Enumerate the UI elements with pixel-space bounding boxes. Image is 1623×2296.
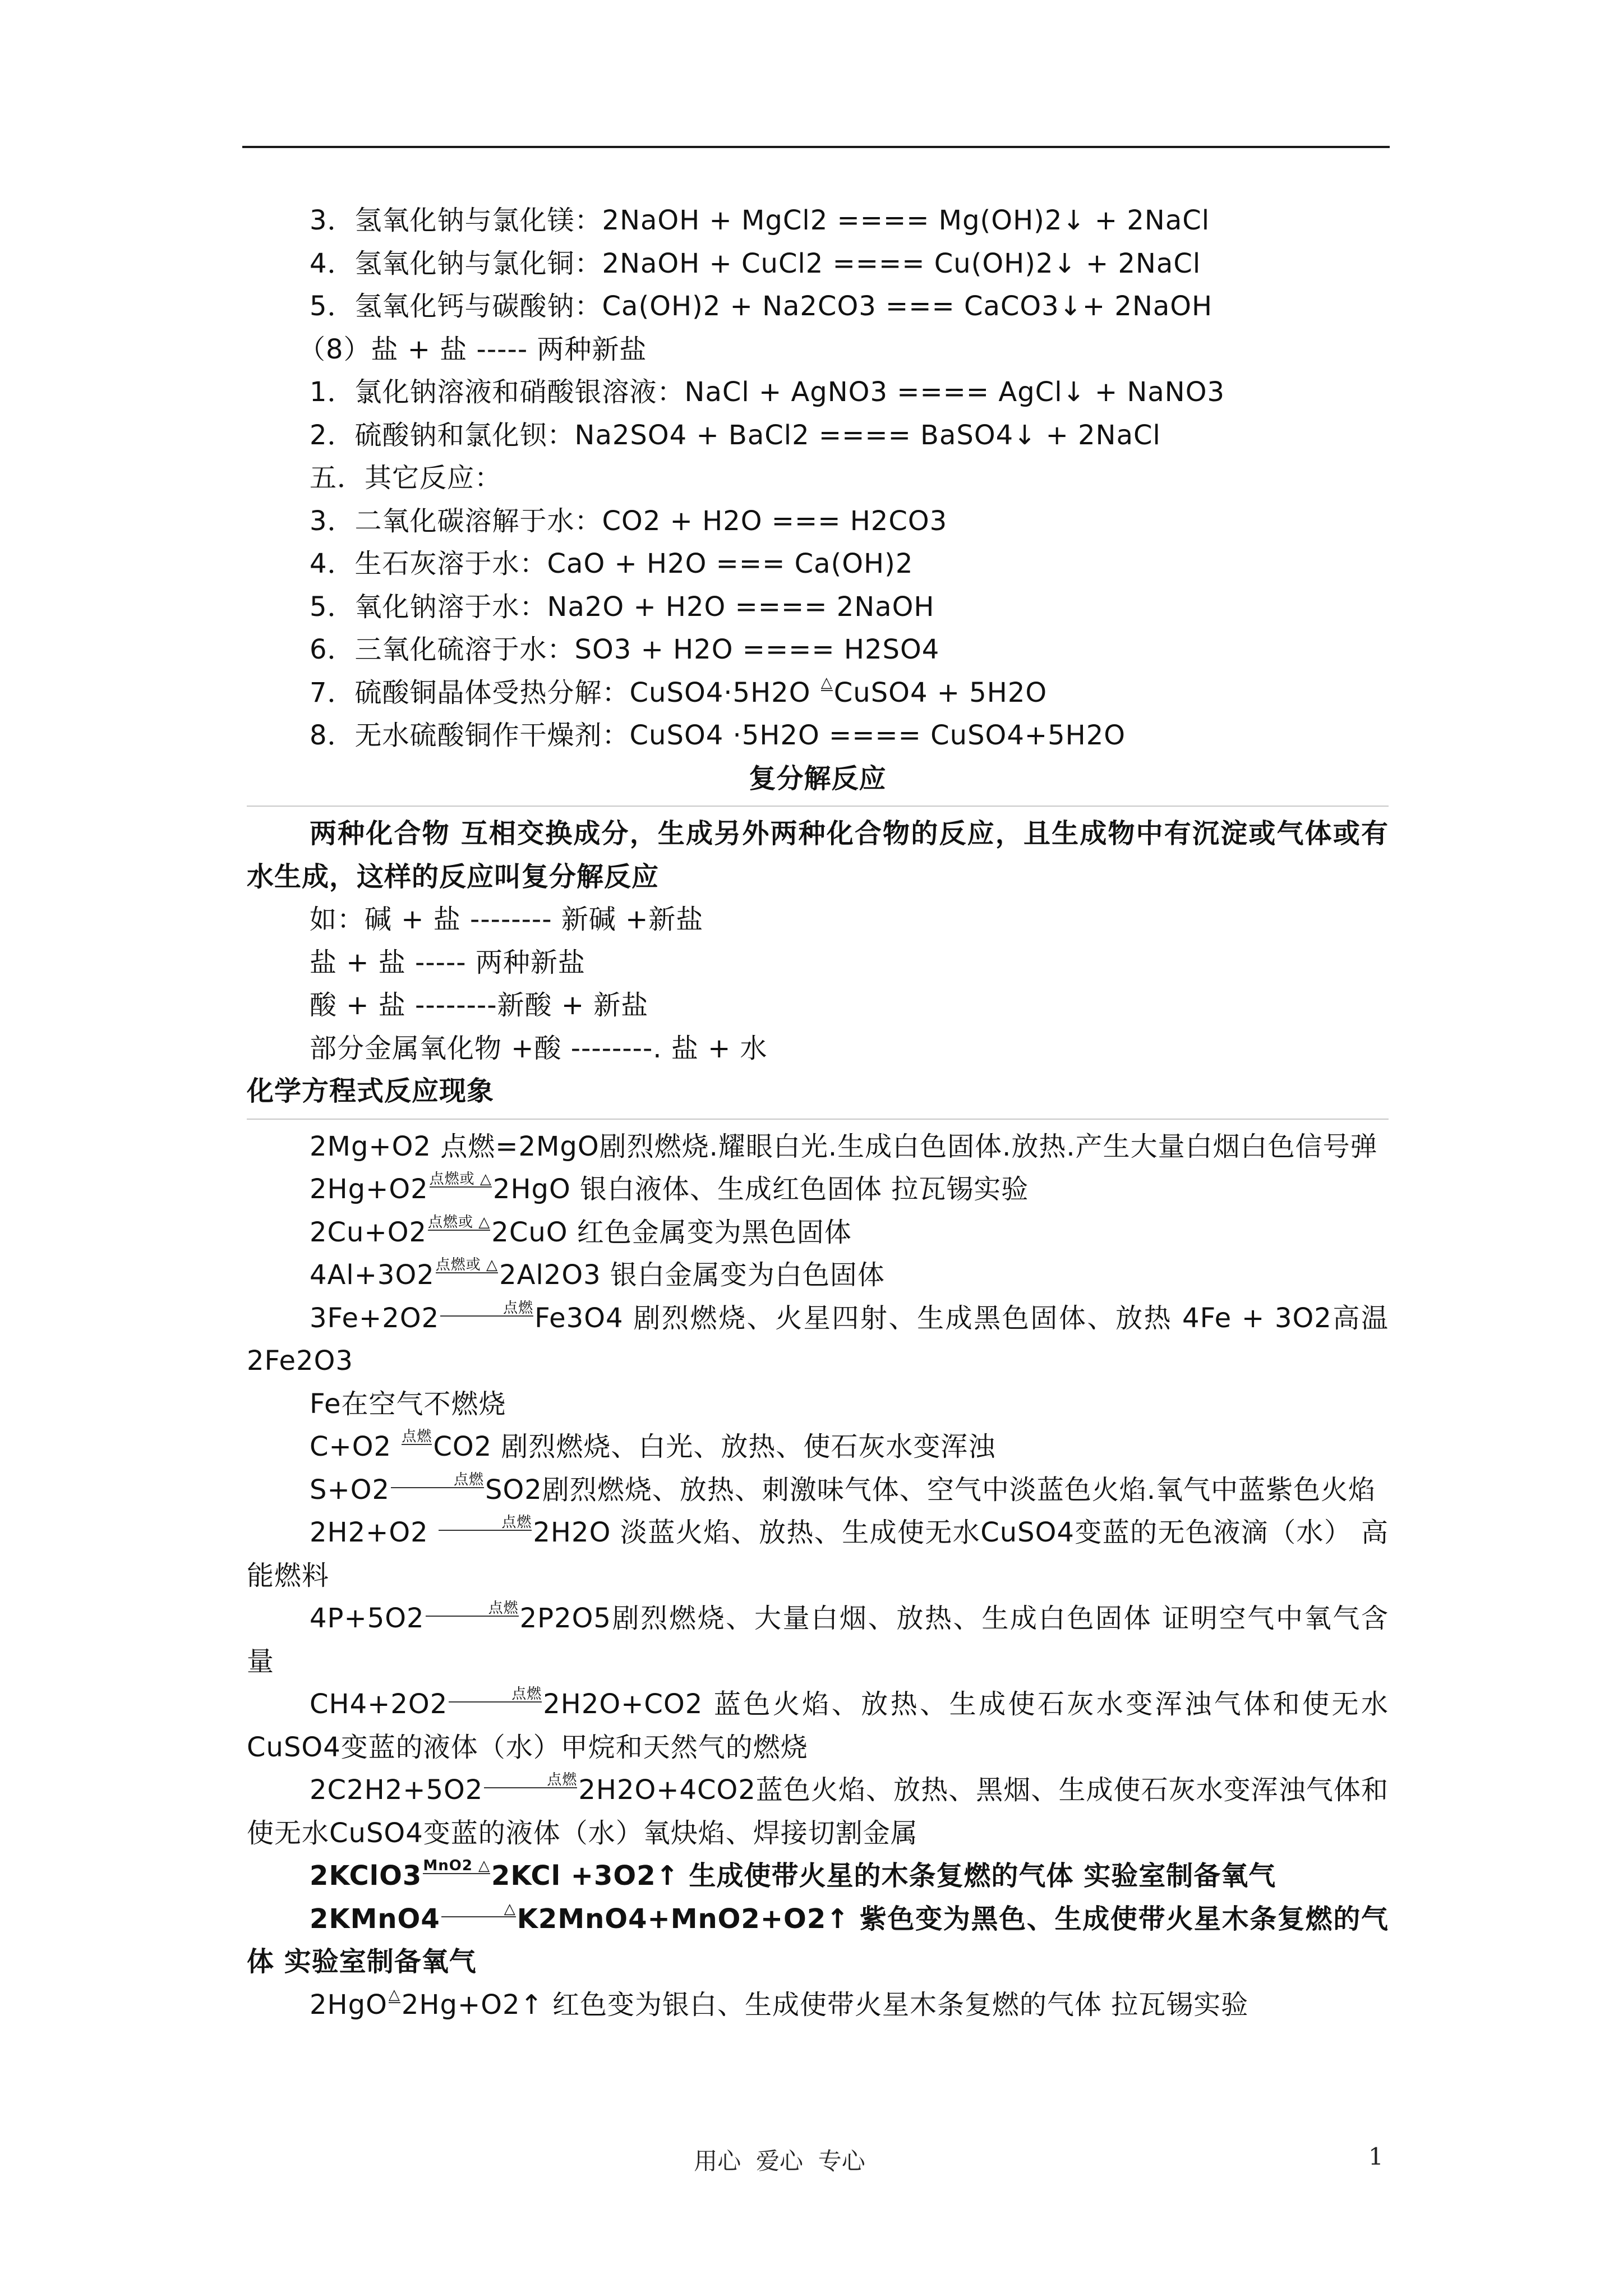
reaction-line — [247, 1211, 1389, 1254]
reaction-line — [247, 1254, 1389, 1297]
reaction-condition: △ — [388, 1986, 400, 2003]
equation-right: 2Al2O3 银白金属变为白色固体 — [499, 1259, 885, 1291]
equation-left: 7．硫酸铜晶体受热分解：CuSO4·5H2O — [310, 677, 820, 708]
reaction-condition: △ — [820, 674, 833, 691]
reaction-condition: 点燃或 △ — [428, 1213, 491, 1231]
text-line: 五．其它反应： — [310, 462, 502, 494]
reaction-line — [247, 1769, 1389, 1855]
reaction-line — [247, 1683, 1389, 1769]
text-line: 6．三氧化硫溶于水：SO3 + H2O ==== H2SO4 — [310, 634, 940, 665]
reaction-condition: 点燃或 △ — [429, 1171, 492, 1188]
reaction-condition: 点燃 — [484, 1773, 577, 1788]
section-title: 化学方程式反应现象 — [247, 1075, 495, 1107]
reaction-condition: 点燃 — [391, 1473, 484, 1488]
text-line: 4．生石灰溶于水：CaO + H2O === Ca(OH)2 — [310, 548, 914, 579]
equation-right: 2KCl +3O2↑ 生成使带火星的木条复燃的气体 实验室制备氧气 — [491, 1860, 1276, 1892]
reaction-line — [247, 1168, 1389, 1211]
text-line: 8．无水硫酸铜作干燥剂：CuSO4 ·5H2O ==== CuSO4+5H2O — [310, 720, 1126, 751]
text-line: 1．氯化钠溶液和硝酸银溶液：NaCl + AgNO3 ==== AgCl↓ + NaNO3 — [310, 376, 1225, 408]
equation-left: CH4+2O2 — [310, 1688, 448, 1720]
equation-left: S+O2 — [310, 1474, 390, 1506]
reaction-condition: 点燃 — [439, 1515, 532, 1531]
reaction-condition: 点燃 — [402, 1428, 432, 1445]
equation-left: 2Cu+O2 — [310, 1216, 427, 1248]
equation-left: 2H2+O2 — [310, 1517, 438, 1548]
definition-paragraph: 两种化合物 互相交换成分，生成另外两种化合物的反应，且生成物中有沉淀或气体或有水生成，这样的反应叫复分解反应 — [247, 818, 1389, 892]
text-line: 5．氢氧化钙与碳酸钠：Ca(OH)2 + Na2CO3 === CaCO3↓+ 2NaOH — [310, 291, 1213, 322]
text-line — [247, 671, 1389, 715]
reaction-condition: 点燃 — [426, 1601, 519, 1617]
reaction-line: Fe在空气不燃烧 — [310, 1388, 506, 1420]
equation-left: 2C2H2+5O2 — [310, 1774, 483, 1806]
reaction-condition: 点燃或 △ — [435, 1257, 499, 1273]
reaction-condition: 点燃 — [449, 1687, 542, 1703]
section-divider — [247, 806, 1389, 807]
reaction-line — [247, 1597, 1389, 1683]
equation-right: Fe3O4 剧烈燃烧、火星四射、生成黑色固体、放热 4Fe + 3O2高温2Fe2O3 — [247, 1302, 1389, 1377]
equation-right: CuSO4 + 5H2O — [833, 677, 1048, 708]
equation-right: 2HgO 银白液体、生成红色固体 拉瓦锡实验 — [492, 1174, 1029, 1205]
equation-left: 3Fe+2O2 — [310, 1302, 440, 1334]
equation-right: 2CuO 红色金属变为黑色固体 — [491, 1216, 852, 1248]
equation-right: CO2 剧烈燃烧、白光、放热、使石灰水变浑浊 — [433, 1431, 996, 1462]
equation-left: C+O2 — [310, 1431, 401, 1462]
equation-right: 2H2O 淡蓝火焰、放热、生成使无水CuSO4变蓝的无色液滴（水） 高能燃料 — [247, 1517, 1389, 1591]
section-divider — [247, 1119, 1389, 1120]
reaction-line — [247, 1469, 1389, 1512]
footer-slogan: 用心 爱心 专心 — [694, 2147, 865, 2175]
reaction-line — [247, 1297, 1389, 1383]
example-line: 酸 + 盐 --------新酸 + 新盐 — [310, 990, 649, 1021]
equation-left: 2HgO — [310, 1989, 388, 2021]
equation-right: K2MnO4+MnO2+O2↑ 紫色变为黑色、生成使带火星木条复燃的气体 实验室制备氧气 — [247, 1903, 1389, 1977]
document-body — [247, 199, 1389, 2026]
equation-right: 2H2O+4CO2蓝色火焰、放热、黑烟、生成使石灰水变浑浊气体和使无水CuSO4变蓝的液体（水）氧炔焰、焊接切割金属 — [247, 1774, 1389, 1849]
example-line: 盐 + 盐 ----- 两种新盐 — [310, 946, 585, 978]
reaction-condition: △ — [441, 1902, 516, 1917]
reaction-line — [247, 1511, 1389, 1597]
equation-left: 2KClO3 — [310, 1860, 422, 1892]
equation-left: 2Hg+O2 — [310, 1174, 428, 1205]
reaction-line — [247, 1984, 1389, 2027]
reaction-line: 2Mg+O2 点燃=2MgO剧烈燃烧.耀眼白光.生成白色固体.放热.产生大量白烟白色信号弹 — [310, 1130, 1378, 1162]
page-number: 1 — [1368, 2143, 1384, 2170]
reaction-line — [247, 1898, 1389, 1984]
equation-right: 2Hg+O2↑ 红色变为银白、生成使带火星木条复燃的气体 拉瓦锡实验 — [401, 1989, 1249, 2021]
text-line: 5．氧化钠溶于水：Na2O + H2O ==== 2NaOH — [310, 591, 935, 623]
equation-right: 2P2O5剧烈燃烧、大量白烟、放热、生成白色固体 证明空气中氧气含量 — [247, 1603, 1389, 1677]
equation-left: 4P+5O2 — [310, 1603, 425, 1634]
equation-left: 4Al+3O2 — [310, 1259, 435, 1291]
example-line: 部分金属氧化物 +酸 --------. 盐 + 水 — [310, 1032, 768, 1064]
text-line: 4．氢氧化钠与氯化铜：2NaOH + CuCl2 ==== Cu(OH)2↓ + 2NaCl — [310, 247, 1201, 279]
example-line: 如：碱 + 盐 -------- 新碱 +新盐 — [310, 904, 704, 935]
reaction-line — [247, 1425, 1389, 1469]
text-line: （8）盐 + 盐 ----- 两种新盐 — [298, 333, 647, 365]
reaction-condition: MnO2 △ — [423, 1857, 490, 1874]
text-line: 3．二氧化碳溶解于水：CO2 + H2O === H2CO3 — [310, 505, 948, 537]
section-title: 复分解反应 — [749, 762, 887, 794]
text-line: 2．硫酸钠和氯化钡：Na2SO4 + BaCl2 ==== BaSO4↓ + 2NaCl — [310, 419, 1161, 451]
equation-right: 2H2O+CO2 蓝色火焰、放热、生成使石灰水变浑浊气体和使无水CuSO4变蓝的液体（水）甲烷和天然气的燃烧 — [247, 1688, 1389, 1763]
header-rule — [242, 146, 1390, 148]
reaction-condition: 点燃 — [440, 1301, 533, 1317]
equation-left: 2KMnO4 — [310, 1903, 440, 1935]
text-line: 3．氢氧化钠与氯化镁：2NaOH + MgCl2 ==== Mg(OH)2↓ + 2NaCl — [310, 205, 1210, 236]
reaction-line — [247, 1855, 1389, 1898]
equation-right: SO2剧烈燃烧、放热、刺激味气体、空气中淡蓝色火焰.氧气中蓝紫色火焰 — [485, 1474, 1376, 1506]
